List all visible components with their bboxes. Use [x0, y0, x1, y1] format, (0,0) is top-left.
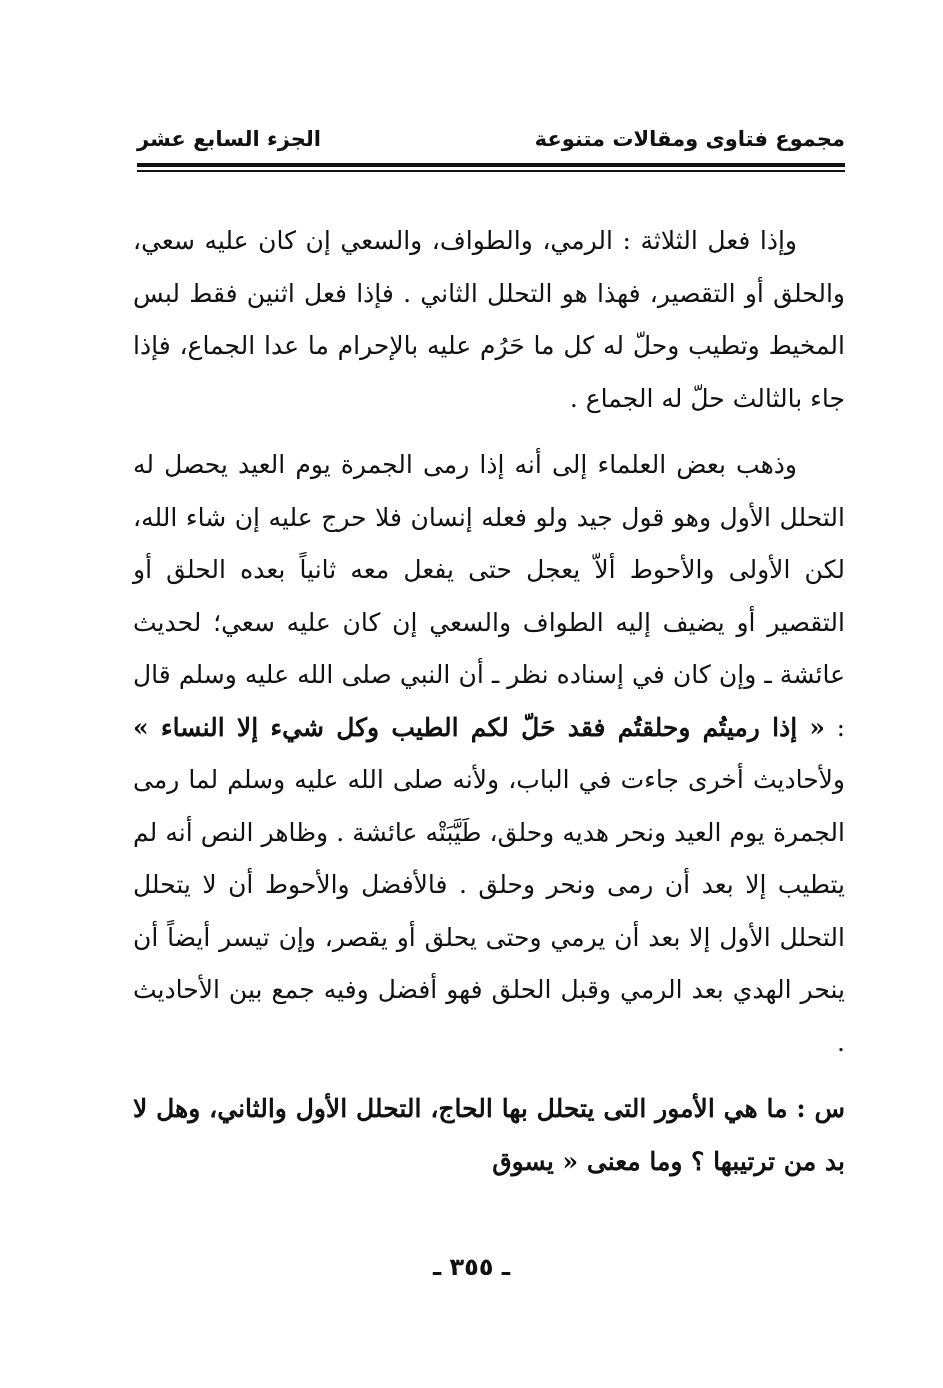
running-header — [137, 124, 845, 158]
paragraph-2-intro: وذهب بعض العلماء إلى أنه إذا رمى الجمرة يوم العيد يحصل له التحلل الأول وهو قول جيد ولو فعله إنسان فلا حرج عليه إن شاء الله، لكن الأولى والأحوط ألاّ يعجل حتى يفعل معه ثانياً بعده الحلق أو التقصير أو يضيف إليه الطواف والسعي إن كان عليه سعي؛ لحديث عائشة ـ وإن كان في إسناده نظر ـ أن النبي صلى الله عليه وسلم قال : — [133, 450, 845, 742]
header-rule-thin — [137, 170, 845, 172]
question-paragraph: س : ما هي الأمور التى يتحلل بها الحاج، التحلل الأول والثاني، وهل لا بد من ترتيبها ؟ وما معنى « يسوق — [133, 1094, 845, 1176]
volume-label: الجزء السابع عشر — [137, 127, 321, 151]
page-number: ـ ٣٥٥ ـ — [432, 1253, 511, 1281]
body-text — [133, 215, 845, 1202]
paragraph-1: وإذا فعل الثلاثة : الرمي، والطواف، والسعي إن كان عليه سعي، والحلق أو التقصير، فهذا هو التحلل الثاني . فإذا فعل اثنين فقط لبس المخيط وتطيب وحلّ له كل ما حَرُم عليه بالإحرام ما عدا الجماع، فإذا جاء بالثالث حلّ له الجماع . — [133, 226, 845, 413]
hadith-quote: « إذا رميتُم وحلقتُم فقد حَلّ لكم الطيب وكل شيء إلا النساء » — [133, 712, 826, 742]
paragraph-2-continuation: ولأحاديث أخرى جاءت في الباب، ولأنه صلى الله عليه وسلم لما رمى الجمرة يوم العيد ونحر هديه وحلق، طَيَّبَتْه عائشة . وظاهر النص أنه لم يتطيب إلا بعد أن رمى ونحر وحلق . فالأفضل والأحوط أن لا يتحلل التحلل الأول إلا بعد أن يرمي وحتى يحلق أو يقصر، وإن تيسر أيضاً أن ينحر الهدي بعد الرمي وقبل الحلق فهو أفضل وفيه جمع بين الأحاديث . — [133, 765, 845, 1057]
header-rule-thick — [137, 163, 845, 167]
series-title: مجموع فتاوى ومقالات متنوعة — [534, 127, 845, 151]
paragraph-2 — [133, 439, 845, 1069]
